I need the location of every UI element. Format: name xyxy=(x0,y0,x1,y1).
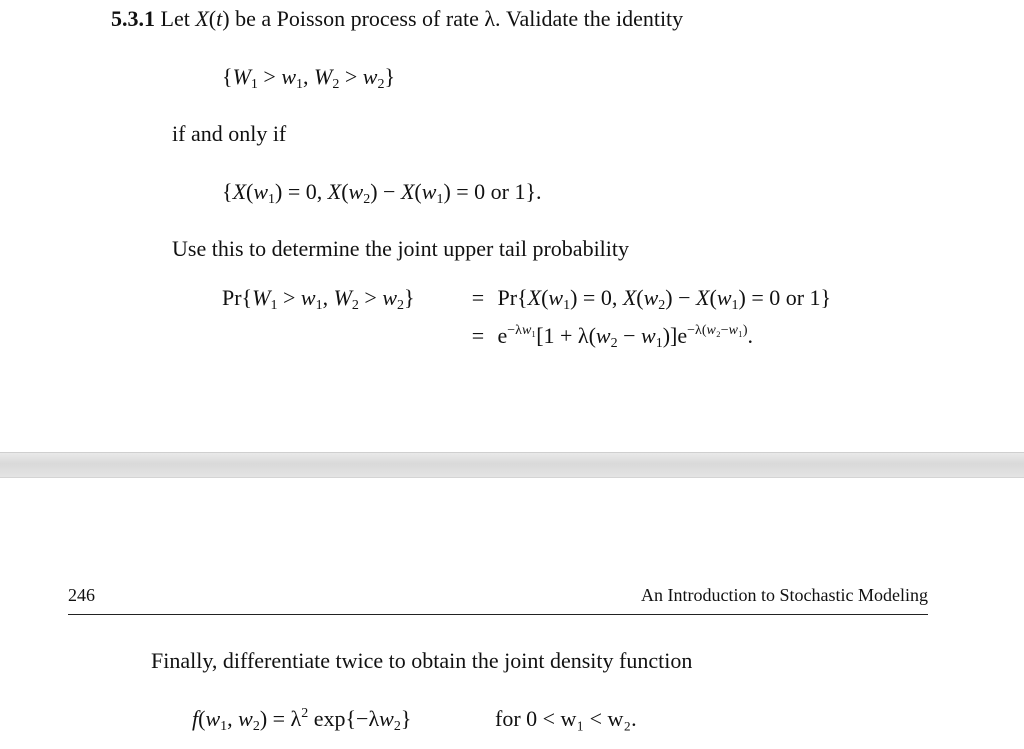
density-condition: for 0 < w₁ < w₂. xyxy=(495,706,637,731)
continuation-text: Finally, differentiate twice to obtain the joint density function xyxy=(151,648,693,673)
header-rule xyxy=(68,614,928,615)
event-identity-right: {$X(w_1) = 0$, $X(w_2) - X(w_1) = 0$ or 1}. xyxy=(222,179,542,207)
density-function: $f(w_1$, $w_2) = \lambda^2$ $\exp\{-\lambda w_2\}$ xyxy=(192,706,412,734)
book-title: An Introduction to Stochastic Modeling xyxy=(641,585,928,605)
page-number: 246 xyxy=(68,585,95,605)
use-this-text: Use this to determine the joint upper tail probability xyxy=(172,236,630,261)
page-break-gap xyxy=(0,452,1024,478)
problem-intro-after: be a Poisson process of rate λ. Validate the identity xyxy=(235,6,684,31)
tail-probability-rhs-1: = $Pr\{X(w_1) = 0$, $X(w_2) - X(w_1) = 0$ or 1} xyxy=(471,285,832,313)
problem-number: 5.3.1 xyxy=(111,6,155,31)
iff-text: if and only if xyxy=(172,121,287,146)
tail-probability-lhs: $Pr\{W_1 > w_1$, $W_2 > w_2$} xyxy=(222,285,415,313)
tail-probability-rhs-2: = $e^{-\lambda w_1}[1 + \lambda(w_2 - w_1)]e^{-\lambda(w_2-w_1)}$. xyxy=(471,323,754,351)
problem-intro-before: Let xyxy=(160,6,190,31)
math-x-of-t: X(t) xyxy=(195,6,230,31)
event-identity-left: {$W_1 > w_1$, $W_2 > w_2$} xyxy=(222,64,395,92)
problem-statement-line xyxy=(111,5,683,33)
